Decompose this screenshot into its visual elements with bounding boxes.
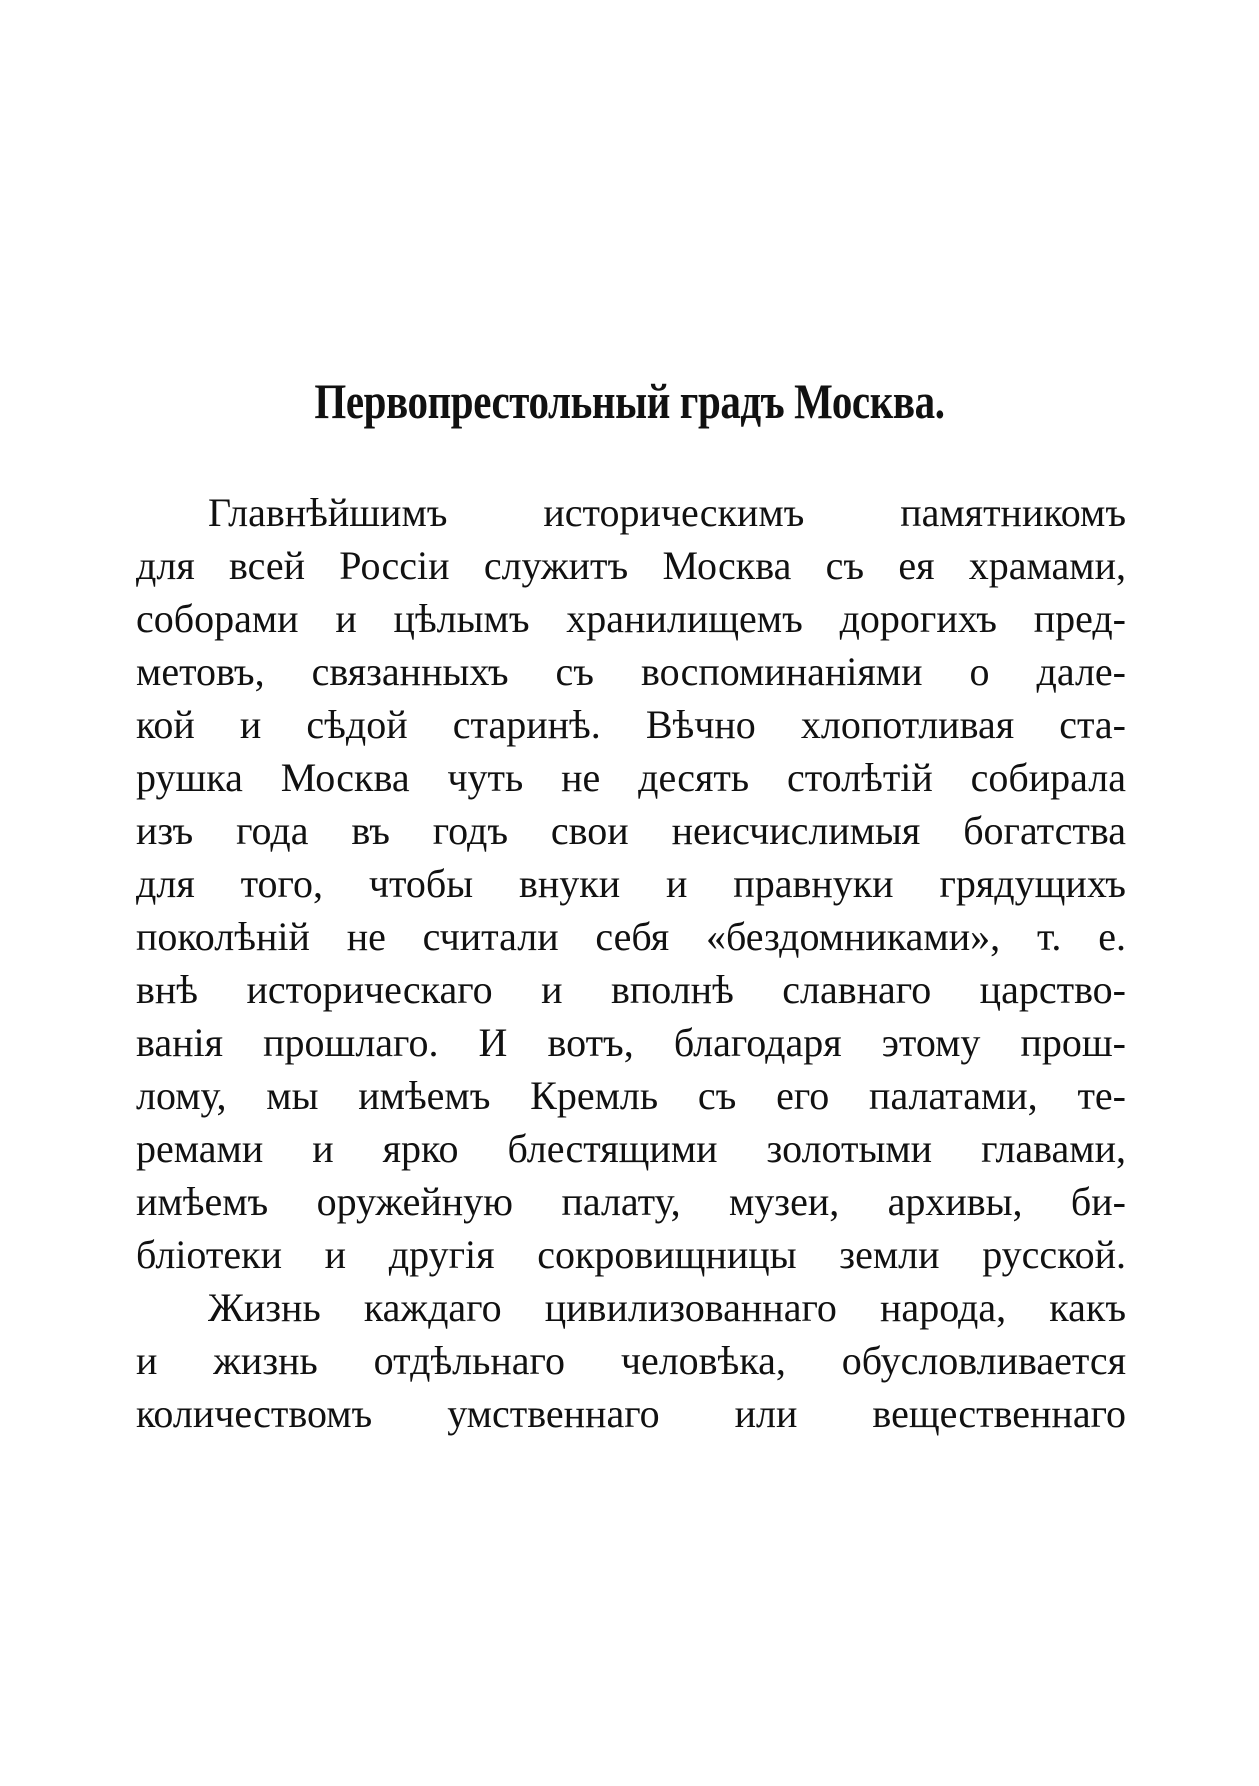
text-line: ремами и ярко блестящими золотыми главами, (136, 1126, 1126, 1171)
text-line: ванія прошлаго. И вотъ, благодаря этому прош- (136, 1020, 1126, 1065)
text-line: и жизнь отдѣльнаго человѣка, обусловливается (136, 1338, 1126, 1383)
body-text (136, 486, 1126, 1440)
text-line: бліотеки и другія сокровищницы земли русской. (136, 1232, 1126, 1277)
page-title: Первопрестольный градъ Москва. (314, 373, 945, 429)
text-line: для всей Россіи служитъ Москва съ ея храмами, (136, 543, 1126, 588)
text-line: Жизнь каждаго цивилизованнаго народа, какъ (208, 1285, 1126, 1330)
text-line: поколѣній не считали себя «бездомниками», т. е. (136, 914, 1126, 959)
text-line: Главнѣйшимъ историческимъ памятникомъ (208, 490, 1126, 535)
text-line: количествомъ умственнаго или вещественнаго (136, 1391, 1126, 1436)
text-line: имѣемъ оружейную палату, музеи, архивы, би- (136, 1179, 1126, 1224)
text-line: для того, чтобы внуки и правнуки грядущихъ (136, 861, 1126, 906)
text-line: внѣ историческаго и вполнѣ славнаго царство- (136, 967, 1126, 1012)
text-line: метовъ, связанныхъ съ воспоминаніями о дале- (136, 649, 1126, 694)
text-line: изъ года въ годъ свои неисчислимыя богатства (136, 808, 1126, 853)
text-line: лому, мы имѣемъ Кремль съ его палатами, те- (136, 1073, 1126, 1118)
text-line: рушка Москва чуть не десять столѣтій собирала (136, 755, 1126, 800)
text-line: соборами и цѣлымъ хранилищемъ дорогихъ пред- (136, 596, 1126, 641)
text-line: кой и сѣдой старинѣ. Вѣчно хлопотливая ста- (136, 702, 1126, 747)
